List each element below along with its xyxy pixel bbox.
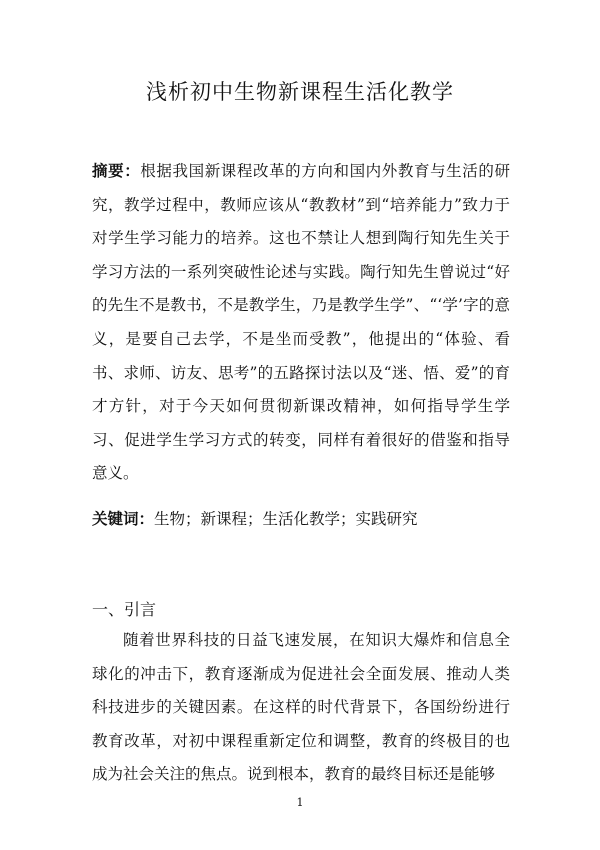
abstract-text: 根据我国新课程改革的方向和国内外教育与生活的研究，教学过程中，教师应该从“教教材”到“培养能力”致力于对学生学习能力的培养。这也不禁让人想到陶行知先生关于学习方法的一系列突破性论述与实践。陶行知先生曾说过“好的先生不是教书，不是教学生，乃是教学生学”、“‘学’字的意义，是要自己去学，不是坐而受教”，他提出的“体验、看书、求师、访友、思考”的五路探讨法以及“迷、悟、爱”的育才方针，对于今天如何贯彻新课改精神，如何指导学生学习、促进学生学习方式的转变，同样有着很好的借鉴和指导意义。 bbox=[92, 162, 510, 483]
abstract bbox=[92, 155, 510, 491]
section-heading: 一、引言 bbox=[92, 600, 157, 619]
keywords-label: 关键词： bbox=[92, 510, 155, 528]
body-paragraph: 随着世界科技的日益飞速发展，在知识大爆炸和信息全球化的冲击下，教育逐渐成为促进社会全面发展、推动人类科技进步的关键因素。在这样的时代背景下，各国纷纷进行教育改革，对初中课程重新定位和调整，教育的终极目的也成为社会关注的焦点。说到根本，教育的最终目标还是能够 bbox=[92, 631, 510, 784]
paper-title: 浅析初中生物新课程生活化教学 bbox=[146, 80, 454, 104]
keywords bbox=[92, 503, 510, 536]
abstract-label: 摘要： bbox=[92, 162, 141, 180]
keywords-text: 生物；新课程；生活化教学；实践研究 bbox=[154, 510, 418, 528]
page-number: 1 bbox=[296, 796, 304, 809]
